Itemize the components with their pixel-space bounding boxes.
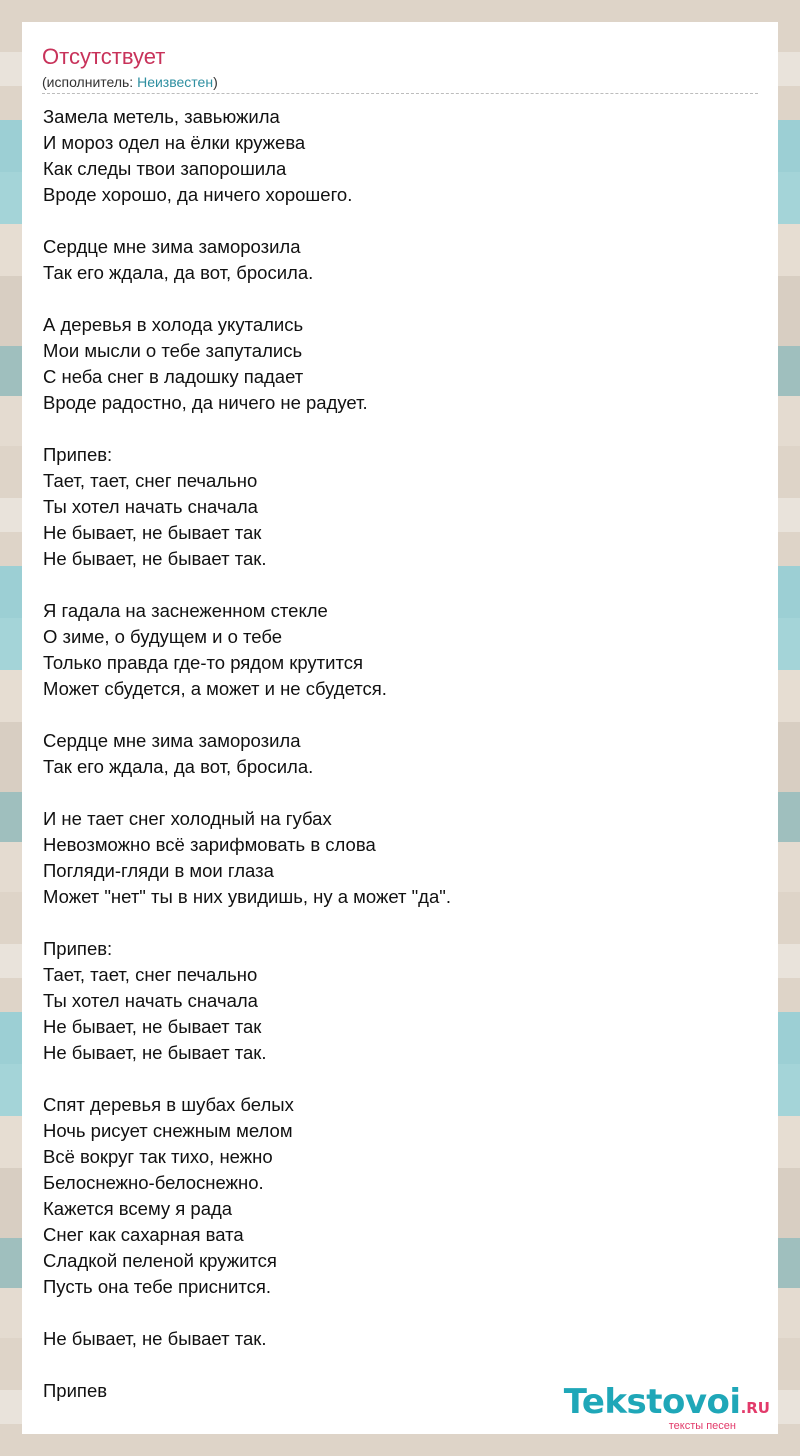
lyric-line: Белоснежно-белоснежно. bbox=[43, 1172, 264, 1193]
lyric-blank-line bbox=[43, 208, 743, 234]
lyric-line: Вроде хорошо, да ничего хорошего. bbox=[43, 184, 353, 205]
logo-domain: .RU bbox=[740, 1399, 770, 1417]
lyric-line: Погляди-гляди в мои глаза bbox=[43, 860, 274, 881]
lyric-line: Сладкой пеленой кружится bbox=[43, 1250, 277, 1271]
lyric-line: Всё вокруг так тихо, нежно bbox=[43, 1146, 273, 1167]
artist-suffix: ) bbox=[213, 74, 218, 90]
artist-link[interactable]: Неизвестен bbox=[137, 74, 214, 90]
lyric-line: Только правда где-то рядом крутится bbox=[43, 652, 364, 673]
lyric-line: Как следы твои запорошила bbox=[43, 158, 287, 179]
lyric-line: И мороз одел на ёлки кружева bbox=[43, 132, 306, 153]
lyric-line: Сердце мне зима заморозила bbox=[43, 236, 301, 257]
lyric-blank-line bbox=[43, 286, 743, 312]
lyric-line: Пусть она тебе приснится. bbox=[43, 1276, 272, 1297]
lyric-line: Не бывает, не бывает так. bbox=[43, 1328, 267, 1349]
lyric-line: А деревья в холода укутались bbox=[43, 314, 304, 335]
lyric-line: Ночь рисует снежным мелом bbox=[43, 1120, 293, 1141]
lyric-line: Снег как сахарная вата bbox=[43, 1224, 244, 1245]
lyrics-body bbox=[43, 104, 743, 1404]
lyric-line: Я гадала на заснеженном стекле bbox=[43, 600, 328, 621]
site-logo[interactable] bbox=[564, 1384, 770, 1432]
lyric-blank-line bbox=[43, 780, 743, 806]
lyric-line: Так его ждала, да вот, бросила. bbox=[43, 756, 314, 777]
lyric-blank-line bbox=[43, 910, 743, 936]
lyric-line: Припев: bbox=[43, 938, 113, 959]
logo-main-text: Tekstovoi bbox=[563, 1382, 741, 1422]
title-divider bbox=[42, 93, 758, 94]
lyric-line: И не тает снег холодный на губах bbox=[43, 808, 332, 829]
lyric-line: Ты хотел начать сначала bbox=[43, 990, 258, 1011]
artist-prefix: (исполнитель: bbox=[42, 74, 138, 90]
lyric-line: Спят деревья в шубах белых bbox=[43, 1094, 294, 1115]
lyric-blank-line bbox=[43, 1066, 743, 1092]
lyric-line: Вроде радостно, да ничего не радует. bbox=[43, 392, 368, 413]
lyric-blank-line bbox=[43, 1300, 743, 1326]
lyric-blank-line bbox=[43, 1352, 743, 1378]
logo-tagline: тексты песен bbox=[668, 1420, 736, 1432]
lyric-line: Может сбудется, а может и не сбудется. bbox=[43, 678, 387, 699]
lyric-line: Может "нет" ты в них увидишь, ну а может "да". bbox=[43, 886, 451, 907]
lyric-blank-line bbox=[43, 702, 743, 728]
lyric-line: Не бывает, не бывает так. bbox=[43, 1042, 267, 1063]
lyric-line: Не бывает, не бывает так bbox=[43, 1016, 262, 1037]
lyric-line: Замела метель, завьюжила bbox=[43, 106, 280, 127]
lyric-line: С неба снег в ладошку падает bbox=[43, 366, 304, 387]
lyric-line: Невозможно всё зарифмовать в слова bbox=[43, 834, 376, 855]
lyric-line: Припев bbox=[43, 1380, 108, 1401]
lyric-line: Не бывает, не бывает так. bbox=[43, 548, 267, 569]
lyric-line: Сердце мне зима заморозила bbox=[43, 730, 301, 751]
lyrics-card bbox=[22, 22, 778, 1434]
lyric-line: Тает, тает, снег печально bbox=[43, 470, 258, 491]
lyric-line: Кажется всему я рада bbox=[43, 1198, 233, 1219]
lyric-blank-line bbox=[43, 572, 743, 598]
song-title: Отсутствует bbox=[42, 44, 166, 69]
lyric-line: Припев: bbox=[43, 444, 113, 465]
lyric-line: Не бывает, не бывает так bbox=[43, 522, 262, 543]
lyric-line: Так его ждала, да вот, бросила. bbox=[43, 262, 314, 283]
lyric-blank-line bbox=[43, 416, 743, 442]
lyric-line: Мои мысли о тебе запутались bbox=[43, 340, 303, 361]
artist-line bbox=[42, 73, 218, 91]
logo-wordmark bbox=[564, 1384, 770, 1426]
lyric-line: О зиме, о будущем и о тебе bbox=[43, 626, 283, 647]
lyric-line: Ты хотел начать сначала bbox=[43, 496, 258, 517]
lyric-line: Тает, тает, снег печально bbox=[43, 964, 258, 985]
